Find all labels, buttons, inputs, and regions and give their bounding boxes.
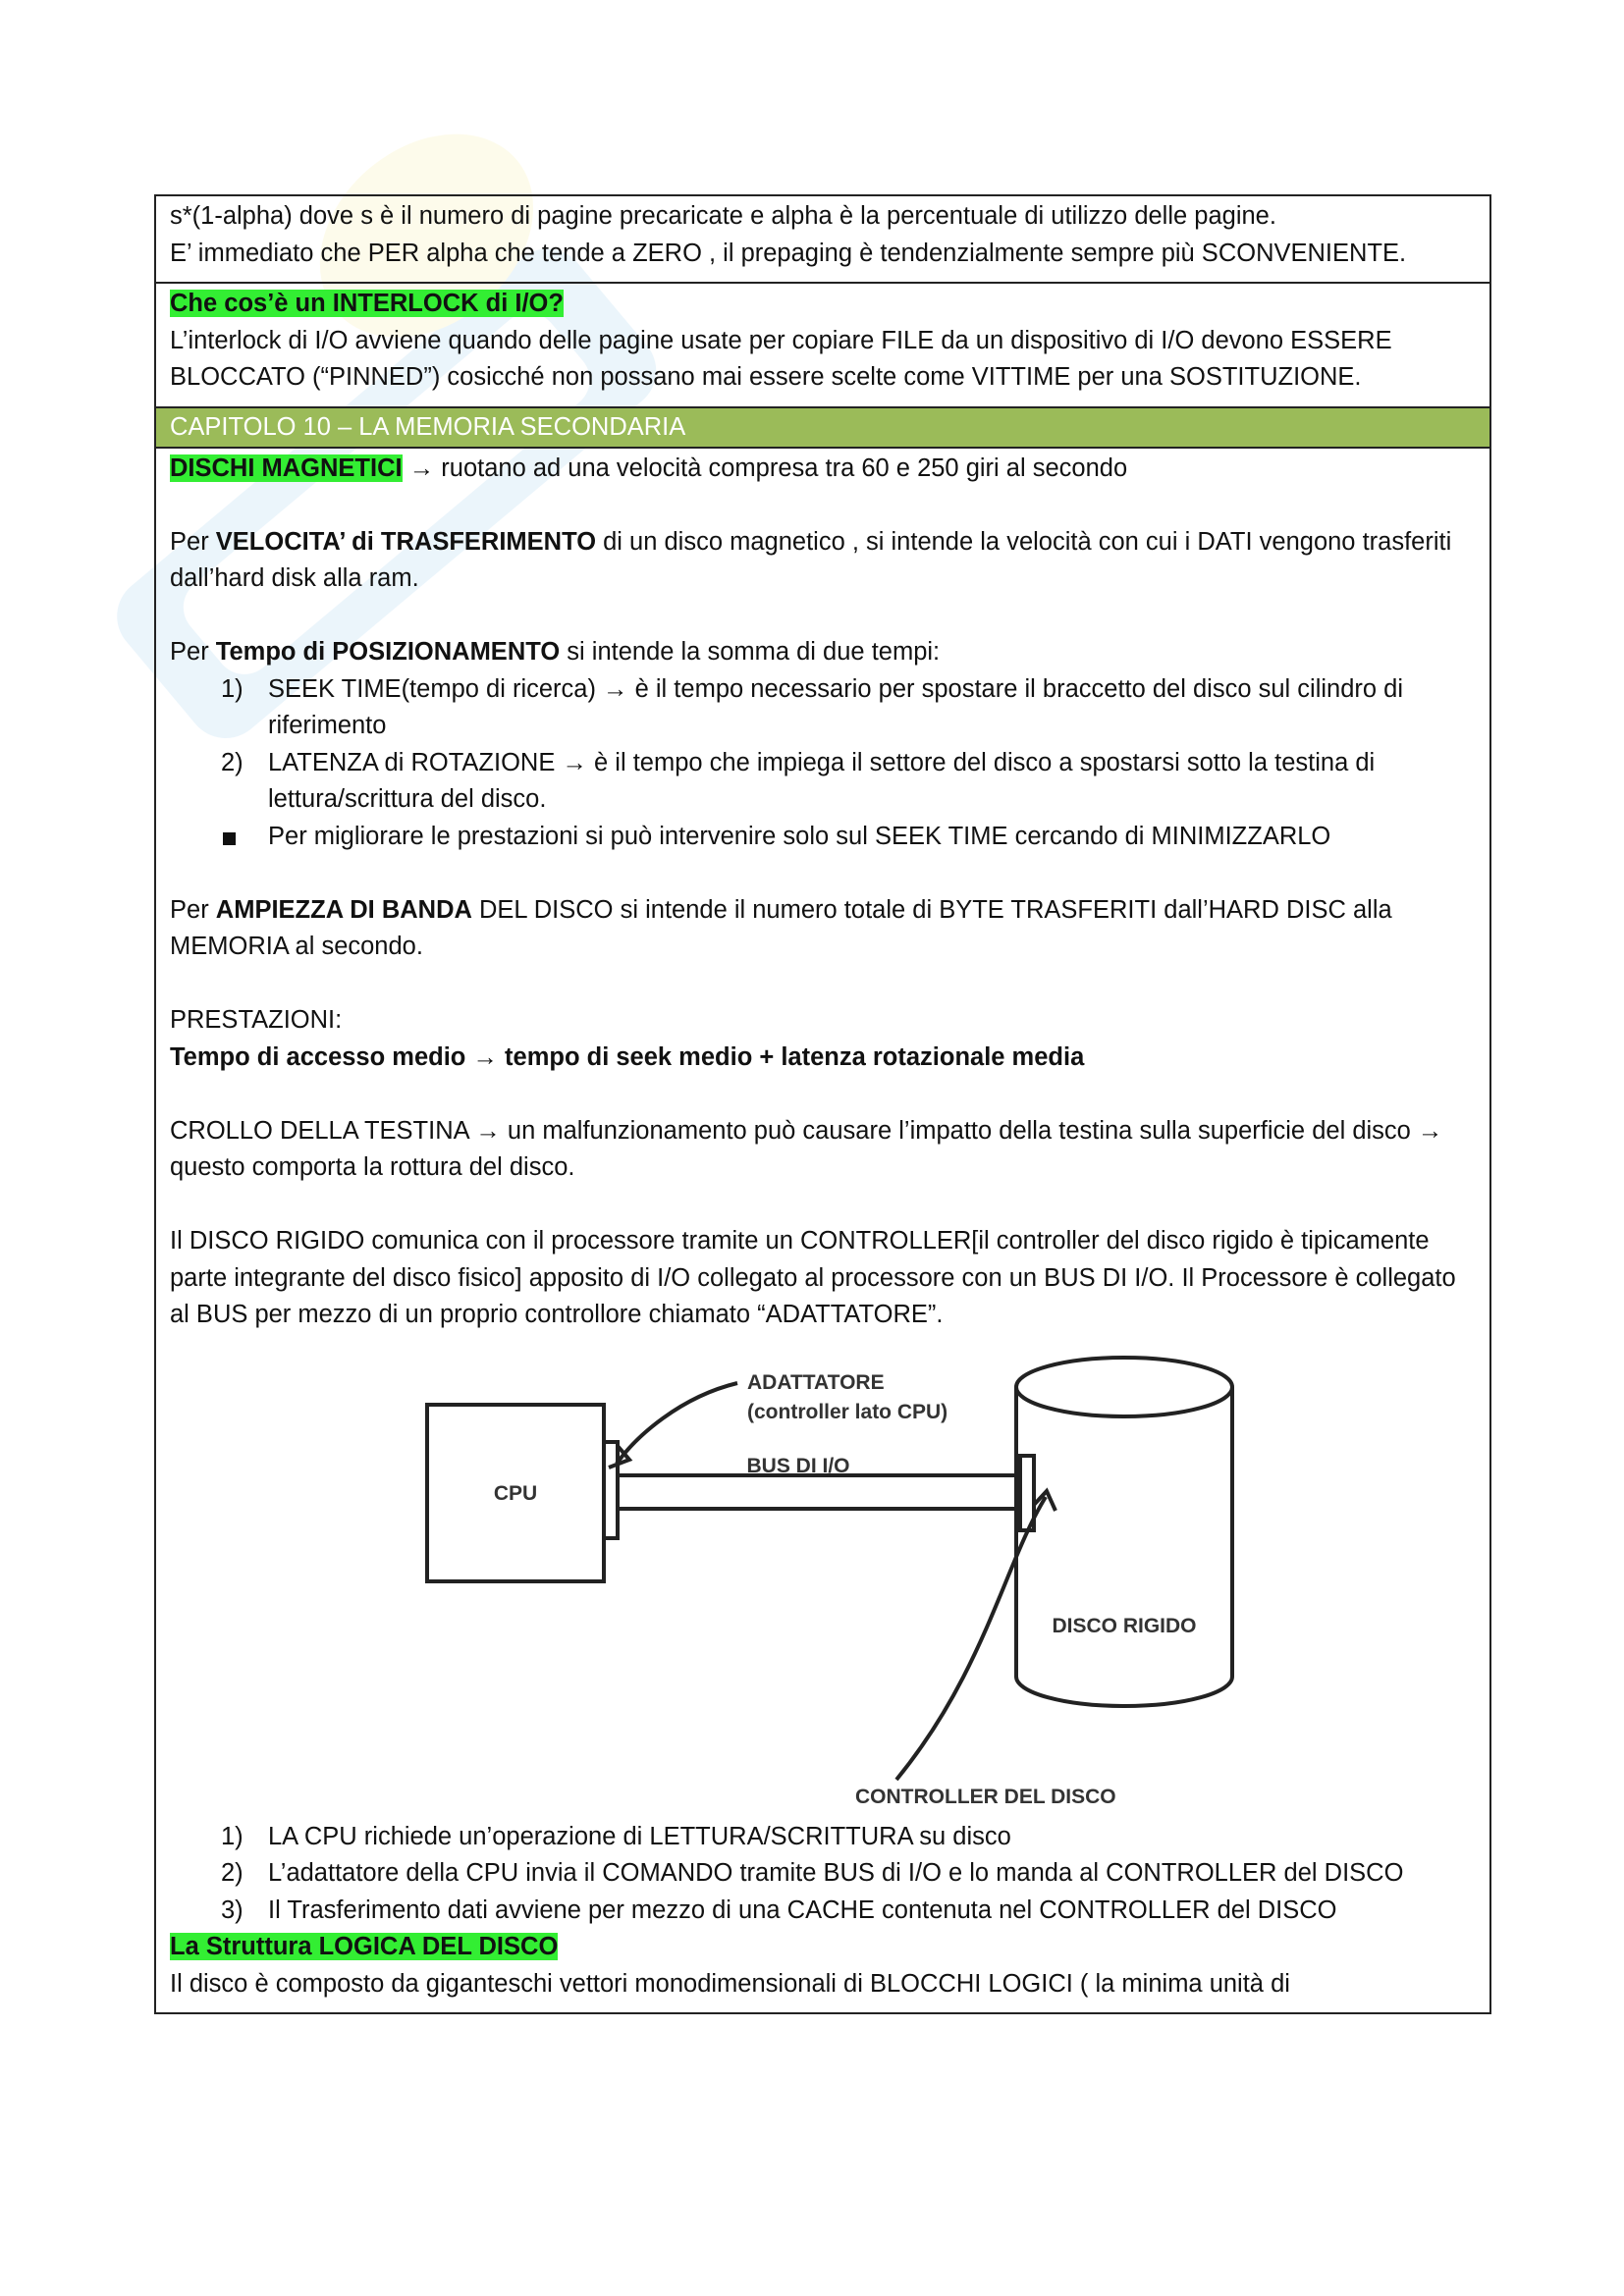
velocita-term: VELOCITA’ di TRASFERIMENTO	[215, 527, 597, 556]
operazioni-list	[170, 1819, 1476, 1930]
disk-top	[1016, 1358, 1232, 1416]
dischi-text: ruotano ad una velocità compresa tra 60 e 250 giri al secondo	[434, 454, 1128, 482]
velocita-paragraph: Per VELOCITA’ di TRASFERIMENTO di un disco magnetico , si intende la velocità con cui i DATI vengono trasferiti dall’hard disk alla ram.	[170, 527, 1452, 592]
list-item: 1) SEEK TIME(tempo di ricerca) → è il tempo necessario per spostare il braccetto del disco sul cilindro di riferimento	[221, 674, 1404, 739]
adapter-label: ADATTATORE	[747, 1370, 885, 1394]
posizionamento-list	[170, 671, 1476, 819]
list-item: 3) Il Trasferimento dati avviene per mezzo di una CACHE contenuta nel CONTROLLER del DISCO	[221, 1896, 1337, 1924]
posizionamento-term: Tempo di POSIZIONAMENTO	[215, 638, 561, 666]
intro-line-1: s*(1-alpha) dove s è il numero di pagine precaricate e alpha è la percentuale di utilizzo delle pagine.	[170, 202, 1276, 230]
chapter-content	[156, 449, 1489, 2013]
prestazioni-label: PRESTAZIONI:	[170, 1006, 343, 1034]
cpu-label: CPU	[493, 1481, 538, 1505]
notes-table	[154, 194, 1491, 2014]
adapter-arrow	[617, 1383, 737, 1464]
interlock-body: L’interlock di I/O avviene quando delle pagine usate per copiare FILE da un dispositivo di I/O devono ESSERE BLOCCATO (“PINNED”) cosicché non possano mai essere scelte come VITTIME per una SOSTITUZIONE.	[170, 326, 1392, 391]
prestazioni-formula: Tempo di accesso medio → tempo di seek medio + latenza rotazionale media	[170, 1042, 1085, 1071]
banda-paragraph: Per AMPIEZZA DI BANDA DEL DISCO si intende il numero totale di BYTE TRASFERITI dall’HARD DISC alla MEMORIA al secondo.	[170, 895, 1392, 960]
adapter-block	[604, 1442, 618, 1538]
dischi-title: DISCHI MAGNETICI	[170, 454, 403, 482]
bullet-item: Per migliorare le prestazioni si può intervenire solo sul SEEK TIME cercando di MINIMIZZARLO	[170, 819, 1476, 856]
list-item: 2) L’adattatore della CPU invia il COMANDO tramite BUS di I/O e lo manda al CONTROLLER del DISCO	[221, 1859, 1404, 1887]
struttura-text: Il disco è composto da giganteschi vettori monodimensionali di BLOCCHI LOGICI ( la minima unità di	[170, 1969, 1290, 1998]
posizionamento-paragraph: Per Tempo di POSIZIONAMENTO si intende la somma di due tempi:	[170, 638, 941, 666]
disk-label: DISCO RIGIDO	[1052, 1614, 1197, 1637]
struttura-title: La Struttura LOGICA DEL DISCO	[170, 1933, 559, 1960]
bus-bar	[618, 1475, 1034, 1509]
controller-label: CONTROLLER DEL DISCO	[855, 1785, 1116, 1808]
io-diagram	[170, 1348, 1476, 1809]
list-item: 2) LATENZA di ROTAZIONE → è il tempo che impiega il settore del disco a spostarsi sotto la testina di lettura/scrittura del disco.	[221, 748, 1376, 813]
list-item: 1) LA CPU richiede un’operazione di LETTURA/SCRITTURA su disco	[221, 1822, 1011, 1850]
adapter-sublabel: (controller lato CPU)	[747, 1400, 948, 1423]
interlock-cell	[156, 282, 1489, 406]
intro-line-2: E’ immediato che PER alpha che tende a ZERO , il prepaging è tendenzialmente sempre più SCONVENIENTE.	[170, 239, 1407, 267]
interlock-title: Che cos’è un INTERLOCK di I/O?	[170, 290, 564, 317]
bus-label: BUS DI I/O	[746, 1454, 850, 1477]
banda-term: AMPIEZZA DI BANDA	[215, 895, 472, 924]
chapter-title: CAPITOLO 10 – LA MEMORIA SECONDARIA	[156, 406, 1489, 449]
intro-cell	[156, 196, 1489, 282]
arrow-icon: →	[408, 454, 435, 482]
disk-cylinder	[1016, 1387, 1232, 1706]
posizionamento-bullet-list	[170, 819, 1476, 856]
disco-rigido-paragraph: Il DISCO RIGIDO comunica con il processore tramite un CONTROLLER[il controller del disco rigido è tipicamente parte integrante del disco fisico] apposito di I/O collegato al processore con un BUS DI I/O. Il Processore è collegato al BUS per mezzo di un proprio controllore chiamato “ADATTATORE”.	[170, 1227, 1456, 1328]
dischi-line	[170, 451, 1476, 488]
square-bullet-icon	[223, 832, 236, 845]
crollo-paragraph: CROLLO DELLA TESTINA → un malfunzionamento può causare l’impatto della testina sulla superficie del disco → questo comporta la rottura del disco.	[170, 1116, 1443, 1181]
